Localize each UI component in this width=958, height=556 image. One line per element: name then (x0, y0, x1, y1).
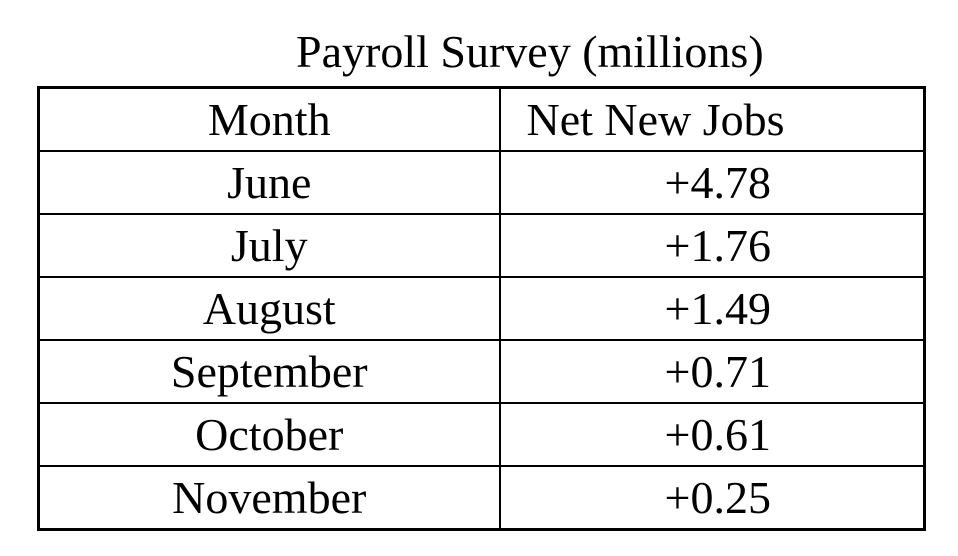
table-header-row (39, 88, 925, 152)
net-new-jobs-cell (500, 151, 925, 214)
net-new-jobs-cell (500, 214, 925, 277)
table-row (39, 151, 925, 214)
net-new-jobs-value: +0.25 (664, 471, 771, 523)
net-new-jobs-column-header: Net New Jobs (500, 88, 925, 152)
table-title: Payroll Survey (millions) (296, 26, 764, 77)
table-row (39, 403, 925, 466)
month-cell: November (39, 466, 500, 530)
net-new-jobs-value: +1.76 (664, 219, 771, 271)
table-row (39, 277, 925, 340)
month-cell: August (39, 277, 500, 340)
month-column-header: Month (39, 88, 500, 152)
net-new-jobs-value: +4.78 (664, 156, 771, 208)
month-cell: October (39, 403, 500, 466)
month-cell: September (39, 340, 500, 403)
payroll-table (37, 86, 926, 531)
net-new-jobs-value: +1.49 (664, 282, 771, 334)
net-new-jobs-cell (500, 277, 925, 340)
net-new-jobs-cell (500, 340, 925, 403)
net-new-jobs-cell (500, 466, 925, 530)
month-cell: June (39, 151, 500, 214)
table-row (39, 214, 925, 277)
table-row (39, 466, 925, 530)
table-row (39, 340, 925, 403)
net-new-jobs-value: +0.61 (664, 408, 771, 460)
month-cell: July (39, 214, 500, 277)
net-new-jobs-value: +0.71 (664, 345, 771, 397)
net-new-jobs-cell (500, 403, 925, 466)
